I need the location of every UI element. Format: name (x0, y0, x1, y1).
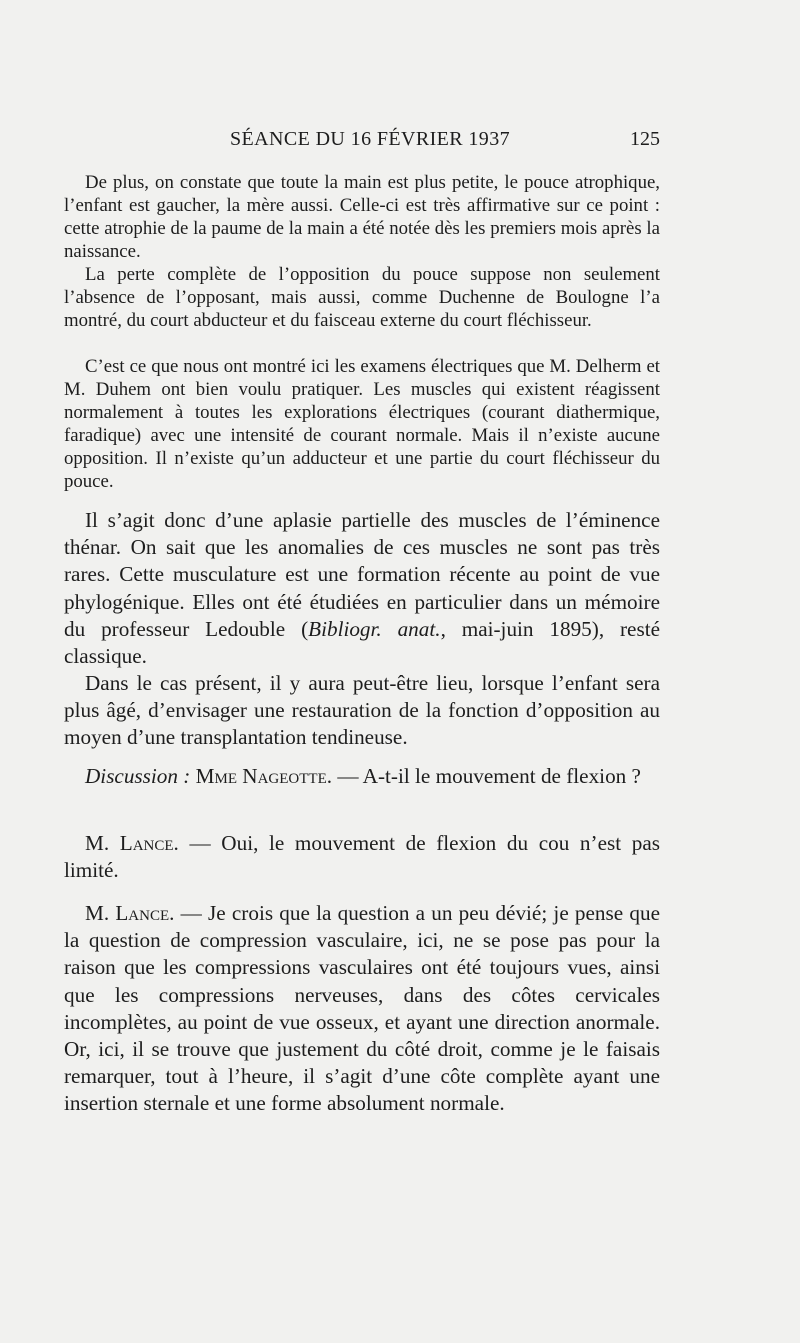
citation-title: Bibliogr. anat. (308, 616, 441, 641)
speaker-name: M. Lance. (85, 901, 175, 925)
reply-paragraph-1 (64, 830, 660, 884)
running-header (62, 128, 660, 158)
running-title: SÉANCE DU 16 FÉVRIER 1937 (230, 128, 511, 150)
paragraph-1: De plus, on constate que toute la main est plus petite, le pouce atrophique, l’enfant est gaucher, la mère aussi. Celle-ci est très affirmative sur ce point : cette atrophie de la paume de la main a été notée dès les premiers mois après la naissance. (64, 172, 660, 262)
discussion-paragraph (64, 763, 660, 790)
reply-paragraph-2 (64, 900, 660, 1118)
paragraph-4 (64, 507, 660, 670)
discussion-label: Discussion : (85, 764, 191, 788)
page-number: 125 (630, 128, 660, 150)
reply-text: — Oui, le mouvement de flexion du cou n’est pas limité. (64, 831, 660, 883)
paragraph-4-text-end: , mai-juin 1895), resté classique. (64, 616, 660, 669)
paragraph-3: C’est ce que nous ont montré ici les examens électriques que M. Delherm et M. Duhem ont bien voulu pratiquer. Les muscles qui existent réagissent normalement à toutes les explorations électriques (courant diathermique, faradique) avec une intensité de courant normale. Mais il n’existe aucune opposition. Il n’existe qu’un adducteur et une partie du court fléchisseur du pouce. (64, 356, 660, 492)
paragraph-2: La perte complète de l’opposition du pouce suppose non seulement l’absence de l’opposant, mais aussi, comme Duchenne de Boulogne l’a montré, du court abducteur et du faisceau externe du court fléchisseur. (64, 264, 660, 331)
speaker-name: Mme Nageotte. (195, 764, 333, 788)
reply-text: — Je crois que la question a un peu dévié; je pense que la question de compression vasculaire, ici, ne se pose pas pour la raison que les compressions vasculaires ont été toujours vues, ainsi que les compressions nerveuses, dans des côtes cervicales incomplètes, au point de vue osseux, et ayant une direction anormale. Or, ici, il se trouve que justement du côté droit, comme je le faisais remarquer, tout à l’heure, il s’agit d’une côte complète ayant une insertion sternale et une forme absolument normale. (64, 901, 660, 1116)
paragraph-5: Dans le cas présent, il y aura peut-être lieu, lorsque l’enfant sera plus âgé, d’envisager une restauration de la fonction d’opposition au moyen d’une transplantation tendineuse. (64, 671, 660, 750)
paragraph-4-text-start: Il s’agit donc d’une aplasie partielle des muscles de l’éminence thénar. On sait que les anomalies de ces muscles ne sont pas très rares. Cette musculature est une formation récente au point de vue phylogénique. Elles ont été étudiées en particulier dans un mémoire du professeur Ledouble ( (64, 508, 660, 641)
discussion-text: — A-t-il le mouvement de flexion ? (332, 764, 641, 788)
speaker-name: M. Lance. (85, 831, 179, 855)
